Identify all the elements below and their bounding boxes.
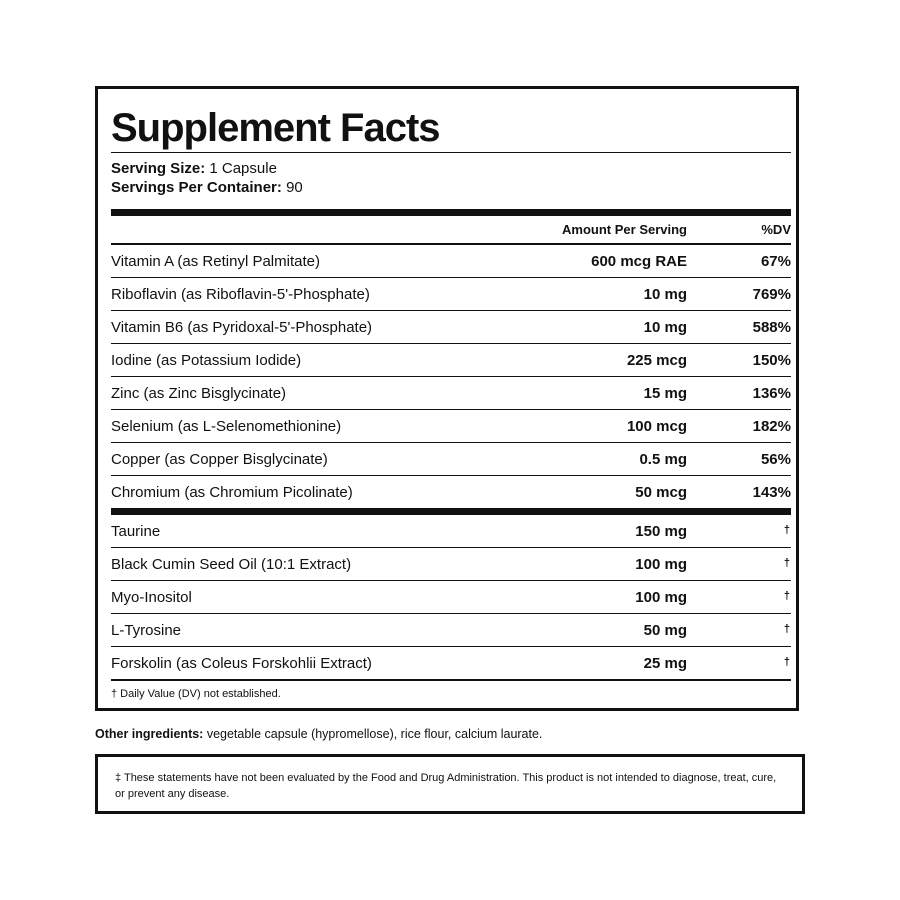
nutrient-row xyxy=(111,581,791,614)
nutrient-name: Vitamin A (as Retinyl Palmitate) xyxy=(111,252,320,270)
nutrient-dv: 588% xyxy=(752,318,791,336)
nutrient-row xyxy=(111,647,791,679)
nutrient-amount: 100 mcg xyxy=(626,417,687,435)
servings-per-container-label: Servings Per Container: xyxy=(111,179,282,196)
dv-header: %DV xyxy=(761,222,791,237)
nutrient-amount: 10 mg xyxy=(643,285,687,303)
nutrient-dv xyxy=(687,655,791,672)
nutrient-dv xyxy=(687,556,791,573)
nutrient-row xyxy=(111,377,791,410)
servings-per-container-line xyxy=(111,178,791,197)
dagger-mark: † xyxy=(783,556,790,569)
nutrient-amount: 150 mg xyxy=(635,522,687,540)
amount-per-serving-header: Amount Per Serving xyxy=(562,222,687,237)
nutrient-amount: 600 mcg RAE xyxy=(591,252,687,270)
dagger-mark: † xyxy=(783,589,790,602)
serving-info xyxy=(111,153,791,209)
nutrient-row xyxy=(111,548,791,581)
nutrient-dv: 769% xyxy=(752,285,791,303)
nutrient-amount: 50 mcg xyxy=(635,483,687,501)
nutrient-amount: 100 mg xyxy=(635,555,687,573)
other-ingredients-text: vegetable capsule (hypromellose), rice flour, calcium laurate. xyxy=(206,727,543,741)
other-ingredients-label: Other ingredients: xyxy=(95,727,204,741)
nutrient-name: Black Cumin Seed Oil (10:1 Extract) xyxy=(111,555,352,573)
nutrient-name: Copper (as Copper Bisglycinate) xyxy=(111,450,328,468)
dv-footnote: † Daily Value (DV) not established. xyxy=(111,688,281,700)
other-actives-list xyxy=(111,515,791,679)
dagger-mark: † xyxy=(783,523,790,536)
nutrient-row xyxy=(111,443,791,476)
dagger-mark: † xyxy=(783,655,790,668)
nutrient-row xyxy=(111,614,791,647)
nutrient-row xyxy=(111,344,791,377)
dagger-mark: † xyxy=(783,622,790,635)
nutrient-dv: 136% xyxy=(752,384,791,402)
section-divider xyxy=(111,508,791,515)
nutrient-row xyxy=(111,311,791,344)
fda-disclaimer-box xyxy=(95,754,805,814)
supplement-facts-content xyxy=(111,89,791,708)
servings-per-container-value: 90 xyxy=(286,179,303,196)
nutrient-row xyxy=(111,278,791,311)
vitamins-minerals-list xyxy=(111,245,791,508)
nutrient-dv: 182% xyxy=(752,417,791,435)
nutrient-name: Iodine (as Potassium Iodide) xyxy=(111,351,302,369)
column-header-row xyxy=(111,216,791,243)
nutrient-dv: 150% xyxy=(752,351,791,369)
nutrient-name: Zinc (as Zinc Bisglycinate) xyxy=(111,384,287,402)
nutrient-row xyxy=(111,245,791,278)
nutrient-row xyxy=(111,476,791,508)
nutrient-name: Myo-Inositol xyxy=(111,588,192,606)
nutrient-name: Taurine xyxy=(111,522,161,540)
nutrient-dv: 67% xyxy=(760,252,791,270)
nutrient-name: Chromium (as Chromium Picolinate) xyxy=(111,483,353,501)
nutrient-name: L-Tyrosine xyxy=(111,621,182,639)
nutrient-amount: 100 mg xyxy=(635,588,687,606)
other-ingredients xyxy=(95,727,542,741)
nutrient-name: Vitamin B6 (as Pyridoxal-5'-Phosphate) xyxy=(111,318,373,336)
nutrient-name: Forskolin (as Coleus Forskohlii Extract) xyxy=(111,654,372,672)
nutrient-amount: 50 mg xyxy=(643,621,687,639)
serving-divider xyxy=(111,209,791,216)
panel-title: Supplement Facts xyxy=(111,106,440,150)
nutrient-amount: 0.5 mg xyxy=(639,450,687,468)
nutrient-row xyxy=(111,410,791,443)
serving-size-label: Serving Size: xyxy=(111,160,206,177)
nutrient-dv: 143% xyxy=(752,483,791,501)
nutrient-dv xyxy=(687,589,791,606)
nutrient-amount: 225 mcg xyxy=(626,351,687,369)
nutrient-amount: 25 mg xyxy=(643,654,687,672)
nutrient-dv: 56% xyxy=(760,450,791,468)
nutrient-dv xyxy=(687,622,791,639)
nutrient-amount: 10 mg xyxy=(643,318,687,336)
nutrient-dv xyxy=(687,523,791,540)
fda-disclaimer-text: ‡ These statements have not been evaluated by the Food and Drug Administration. This product is not intended to diagnose, treat, cure, or prevent any disease. xyxy=(115,772,777,800)
nutrient-row xyxy=(111,515,791,548)
supplement-facts-panel xyxy=(95,86,799,711)
nutrient-amount: 15 mg xyxy=(643,384,687,402)
nutrient-name: Riboflavin (as Riboflavin-5'-Phosphate) xyxy=(111,285,370,303)
serving-size-line xyxy=(111,159,791,178)
nutrient-name: Selenium (as L-Selenomethionine) xyxy=(111,417,342,435)
serving-size-value: 1 Capsule xyxy=(209,160,277,177)
